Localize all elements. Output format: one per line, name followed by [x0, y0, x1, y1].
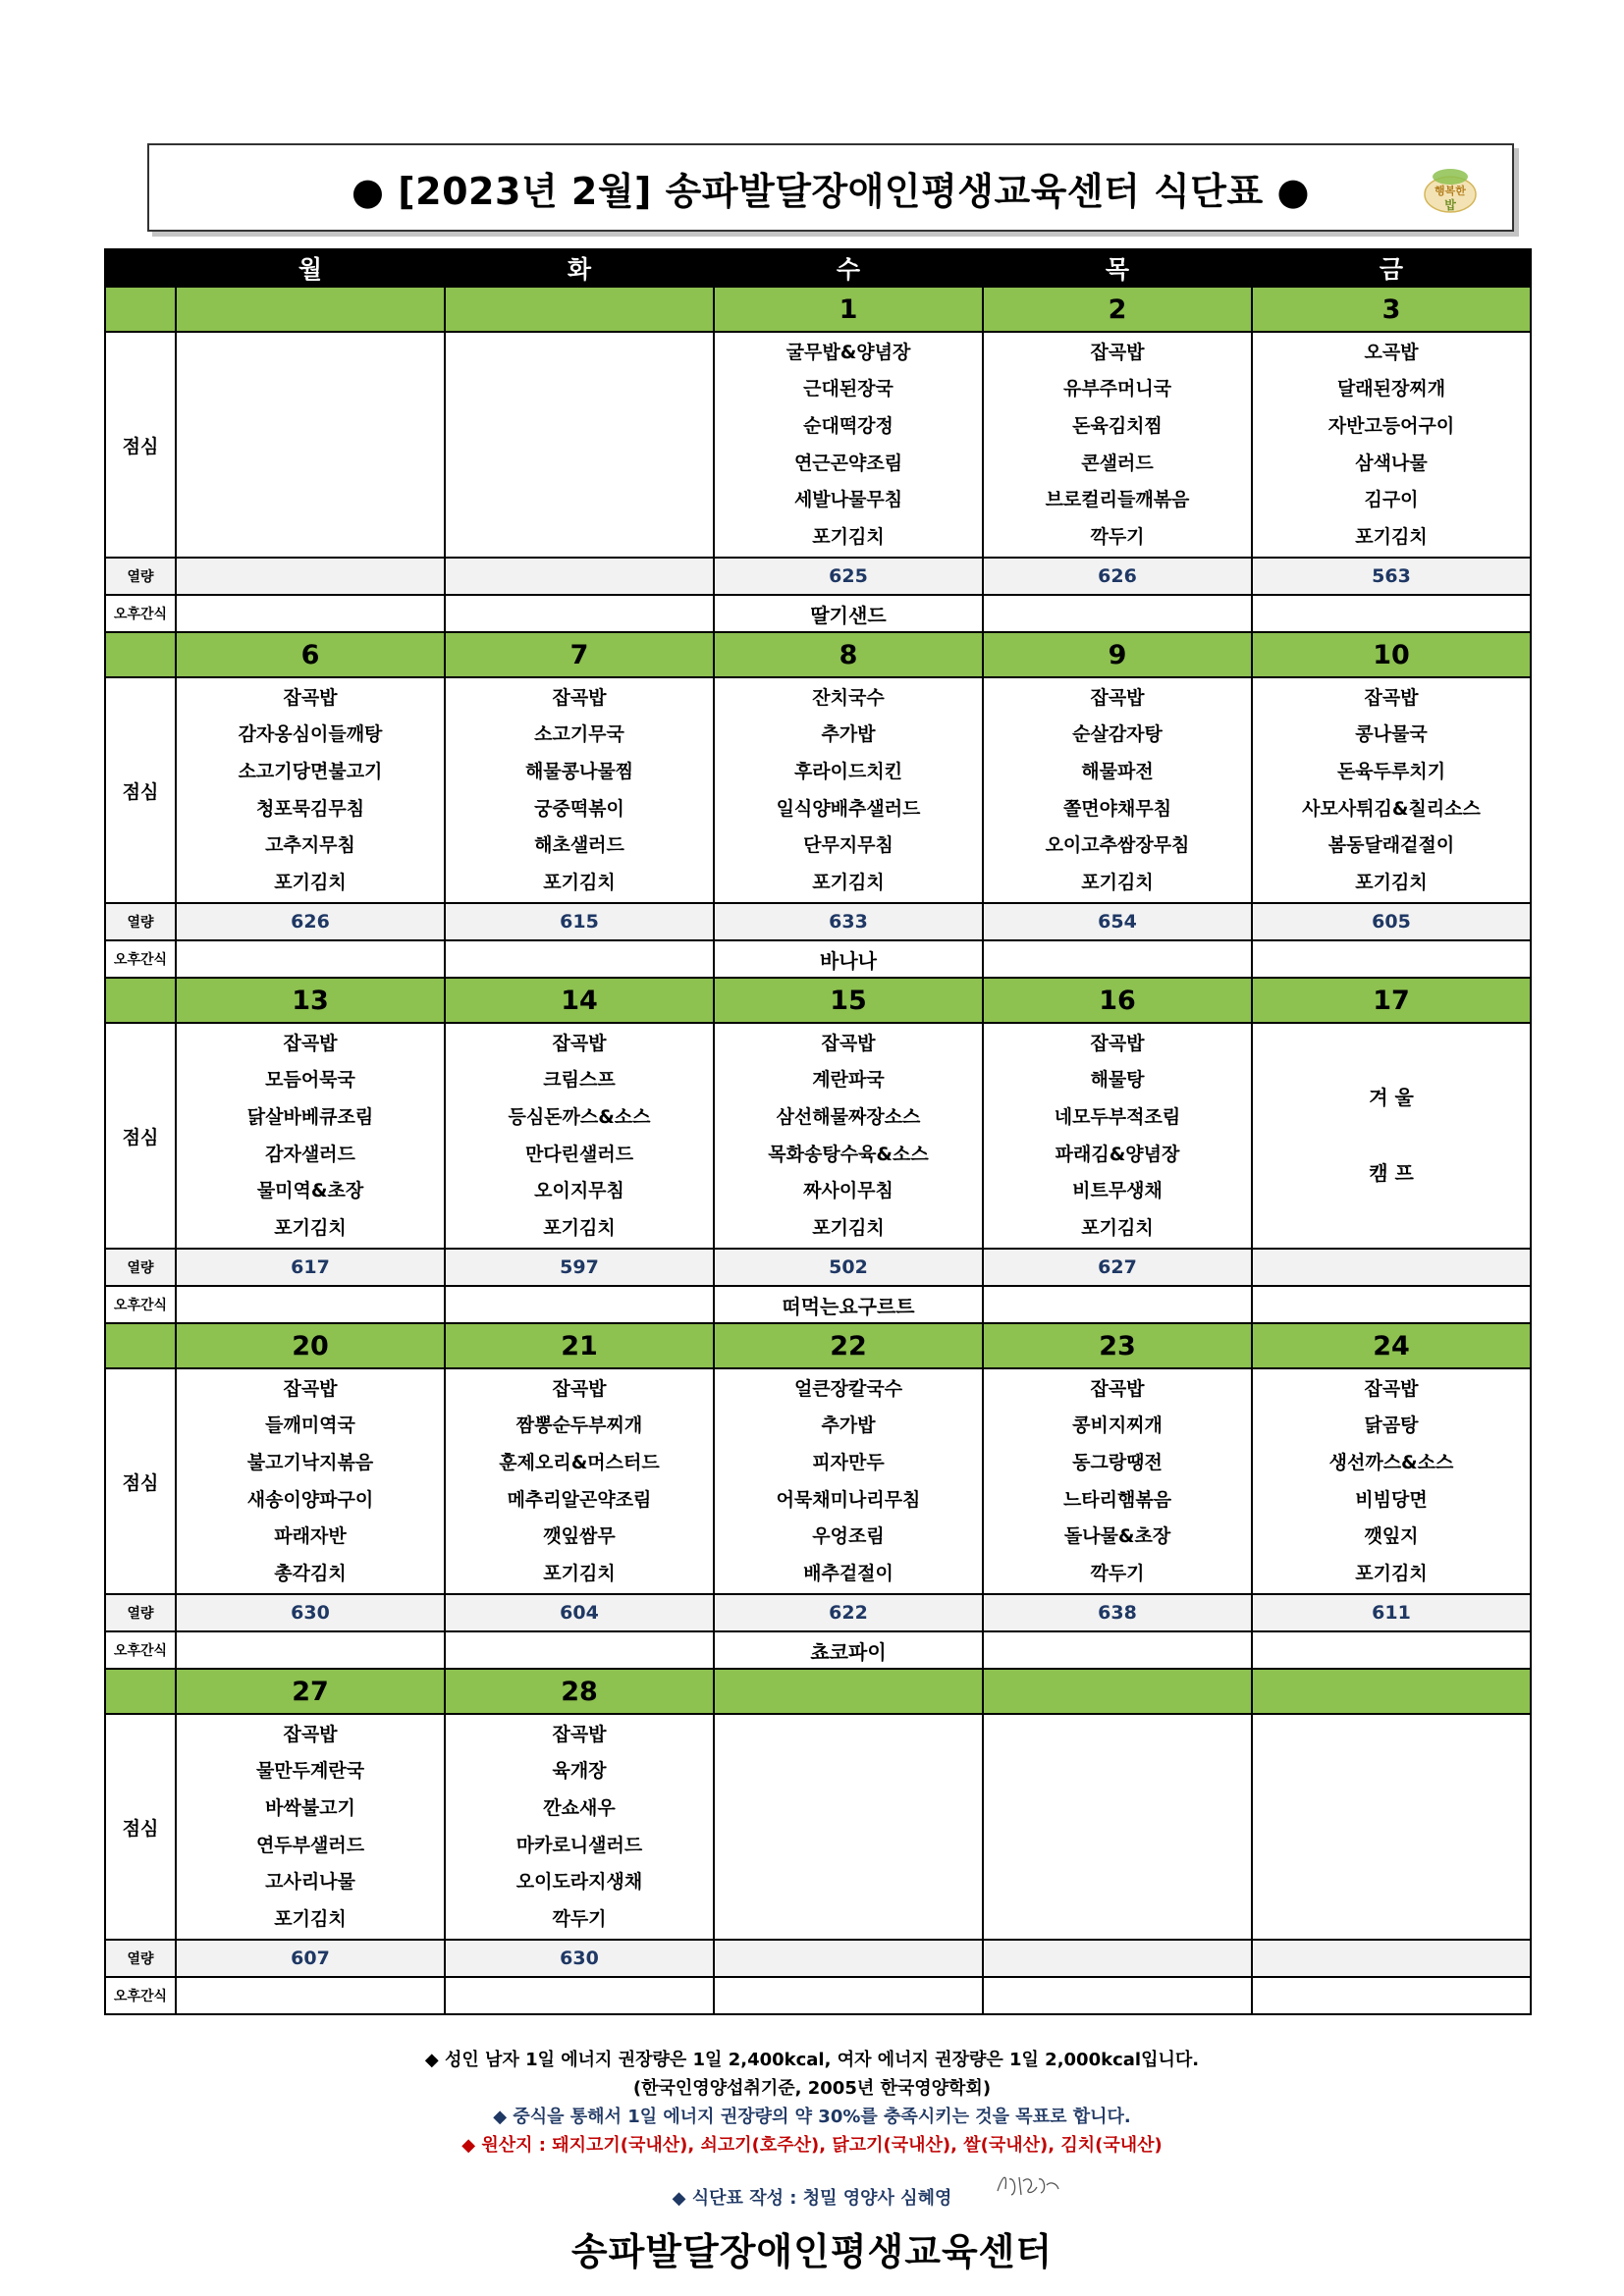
menu-item: 포기김치: [1355, 1563, 1428, 1585]
menu-item: 짜사이무침: [803, 1180, 893, 1202]
menu-item: 해물파전: [1081, 761, 1154, 783]
menu-item: 궁중떡볶이: [534, 797, 624, 820]
menu-item: 육개장: [552, 1760, 607, 1783]
menu-list: [446, 1370, 713, 1592]
menu-item: 소고기무국: [534, 723, 624, 746]
kcal-cell-wed: 633: [714, 903, 983, 940]
lunch-cell-thu: [983, 677, 1252, 903]
menu-item: 포기김치: [274, 872, 347, 894]
menu-item: 바싹불고기: [265, 1797, 355, 1820]
menu-item: 사모사튀김&칠리소스: [1302, 797, 1481, 820]
snack-cell-mon: [176, 1977, 445, 2014]
menu-item: 잡곡밥: [1090, 1377, 1145, 1400]
snack-cell-tue: [445, 1631, 714, 1669]
menu-item: 잡곡밥: [552, 686, 607, 709]
lunch-cell-tue: [445, 332, 714, 558]
kcal-cell-thu: [983, 1940, 1252, 1977]
lunch-cell-thu: [983, 1368, 1252, 1594]
date-cell-wed: [714, 1669, 983, 1714]
menu-item: 포기김치: [1355, 526, 1428, 549]
kcal-cell-mon: 630: [176, 1594, 445, 1631]
footer-org-name: 송파발달장애인평생교육센터: [570, 2230, 1054, 2273]
menu-item: 오이지무침: [534, 1180, 624, 1202]
menu-item: 총각김치: [274, 1563, 347, 1585]
date-row: [105, 978, 1531, 1023]
menu-item: 콩비지찌개: [1072, 1415, 1163, 1437]
menu-item: 닭살바베큐조림: [246, 1106, 374, 1129]
snack-row: [105, 1631, 1531, 1669]
snack-row: [105, 940, 1531, 978]
kcal-cell-mon: 617: [176, 1249, 445, 1286]
date-row-label: [105, 1669, 176, 1714]
kcal-label: 열량: [105, 1594, 176, 1631]
notes: [0, 2046, 1624, 2160]
date-cell-fri: 17: [1252, 978, 1531, 1023]
menu-item: 오이도라지생채: [515, 1871, 643, 1894]
kcal-row: [105, 903, 1531, 940]
lunch-row: [105, 1714, 1531, 1940]
menu-item: 콩나물국: [1355, 723, 1428, 746]
menu-item: 마카로니샐러드: [515, 1834, 643, 1856]
kcal-cell-thu: 654: [983, 903, 1252, 940]
menu-item: 삼선해물짜장소스: [776, 1106, 921, 1129]
snack-cell-thu: [983, 1286, 1252, 1323]
kcal-cell-fri: 605: [1252, 903, 1531, 940]
lunch-cell-thu: [983, 1714, 1252, 1940]
kcal-cell-mon: 626: [176, 903, 445, 940]
lunch-row: [105, 1368, 1531, 1594]
menu-item: 잡곡밥: [283, 1032, 338, 1054]
snack-cell-mon: [176, 940, 445, 978]
menu-item: 포기김치: [1081, 1217, 1154, 1240]
lunch-cell-mon: [176, 1023, 445, 1249]
date-row: [105, 287, 1531, 332]
date-row-label: [105, 287, 176, 332]
menu-item: 짬뽕순두부찌개: [515, 1415, 643, 1437]
lunch-cell-fri: [1252, 1714, 1531, 1940]
menu-item: 연두부샐러드: [255, 1834, 365, 1856]
kcal-cell-tue: 630: [445, 1940, 714, 1977]
menu-item: 오이고추쌈장무침: [1045, 834, 1190, 857]
menu-list: [177, 679, 444, 901]
menu-item: 콘샐러드: [1081, 452, 1154, 474]
date-cell-thu: [983, 1669, 1252, 1714]
menu-item: 물만두계란국: [255, 1760, 365, 1783]
date-cell-wed: 8: [714, 632, 983, 677]
kcal-cell-wed: 502: [714, 1249, 983, 1286]
kcal-row: [105, 1249, 1531, 1286]
menu-item: 근대된장국: [803, 378, 893, 400]
menu-item: 일식양배추샐러드: [776, 797, 921, 820]
snack-cell-fri: [1252, 595, 1531, 632]
menu-item: 어묵채미나리무침: [776, 1488, 921, 1511]
menu-item: 해물탕: [1090, 1069, 1145, 1092]
lunch-cell-mon: [176, 332, 445, 558]
menu-item: 고추지무침: [265, 834, 355, 857]
kcal-label: 열량: [105, 1249, 176, 1286]
date-row-label: [105, 978, 176, 1023]
lunch-cell-mon: [176, 1368, 445, 1594]
menu-item: 물미역&초장: [256, 1180, 364, 1202]
menu-item: 비빔당면: [1355, 1488, 1428, 1511]
special-note: [1253, 1025, 1530, 1247]
kcal-cell-thu: 627: [983, 1249, 1252, 1286]
snack-label: 오후간식: [105, 1631, 176, 1669]
menu-item: 우엉조림: [812, 1525, 885, 1548]
date-cell-tue: 28: [445, 1669, 714, 1714]
menu-item: 파래자반: [274, 1525, 347, 1548]
menu-item: 메추리알곤약조림: [507, 1488, 652, 1511]
menu-item: 크림스프: [543, 1069, 616, 1092]
menu-list: [715, 679, 982, 901]
lunch-label: 점심: [105, 1368, 176, 1594]
date-cell-thu: 23: [983, 1323, 1252, 1368]
svg-text:밥: 밥: [1444, 198, 1456, 212]
lunch-cell-fri: [1252, 677, 1531, 903]
menu-list: [715, 334, 982, 556]
menu-item: 동그랑땡전: [1072, 1452, 1163, 1474]
menu-item: 포기김치: [543, 872, 616, 894]
snack-cell-wed: [714, 1977, 983, 2014]
signature-image: [994, 2167, 1062, 2201]
kcal-cell-tue: 597: [445, 1249, 714, 1286]
meal-plan-table: [104, 248, 1532, 2015]
menu-item: 순살감자탕: [1072, 723, 1163, 746]
menu-item: 만다린샐러드: [524, 1143, 634, 1165]
menu-item: 피자만두: [812, 1452, 885, 1474]
menu-item: 잡곡밥: [283, 686, 338, 709]
lunch-cell-wed: [714, 1368, 983, 1594]
snack-cell-thu: [983, 940, 1252, 978]
menu-item: 달래된장찌개: [1336, 378, 1446, 400]
lunch-cell-tue: [445, 677, 714, 903]
kcal-cell-fri: [1252, 1940, 1531, 1977]
menu-item: 청포묵김무침: [255, 797, 365, 820]
menu-item: 포기김치: [812, 526, 885, 549]
lunch-cell-wed: [714, 1714, 983, 1940]
lunch-cell-tue: [445, 1368, 714, 1594]
lunch-cell-thu: [983, 332, 1252, 558]
snack-cell-mon: [176, 595, 445, 632]
lunch-label: 점심: [105, 332, 176, 558]
snack-label: 오후간식: [105, 595, 176, 632]
menu-item: 포기김치: [543, 1563, 616, 1585]
menu-item: 비트무생채: [1072, 1180, 1163, 1202]
menu-item: 해물콩나물찜: [524, 761, 634, 783]
snack-cell-fri: [1252, 1631, 1531, 1669]
date-cell-thu: 2: [983, 287, 1252, 332]
kcal-cell-wed: 622: [714, 1594, 983, 1631]
kcal-label: 열량: [105, 1940, 176, 1977]
special-note-line: 캠 프: [1369, 1161, 1414, 1185]
menu-list: [984, 1025, 1251, 1247]
kcal-label: 열량: [105, 558, 176, 595]
snack-label: 오후간식: [105, 1977, 176, 2014]
date-cell-tue: 7: [445, 632, 714, 677]
menu-item: 잡곡밥: [552, 1032, 607, 1054]
menu-item: 계란파국: [812, 1069, 885, 1092]
menu-item: 잡곡밥: [552, 1377, 607, 1400]
kcal-cell-thu: 626: [983, 558, 1252, 595]
menu-item: 잡곡밥: [552, 1723, 607, 1745]
menu-item: 돈육김치찜: [1072, 415, 1163, 438]
lunch-cell-wed: [714, 677, 983, 903]
menu-list: [715, 1025, 982, 1247]
menu-item: 잡곡밥: [283, 1377, 338, 1400]
date-cell-fri: 3: [1252, 287, 1531, 332]
menu-item: 돌나물&초장: [1063, 1525, 1171, 1548]
date-row: [105, 1323, 1531, 1368]
date-cell-wed: 22: [714, 1323, 983, 1368]
menu-list: [1253, 1370, 1530, 1592]
menu-item: 소고기당면불고기: [238, 761, 383, 783]
date-cell-tue: 14: [445, 978, 714, 1023]
snack-label: 오후간식: [105, 1286, 176, 1323]
menu-item: 느타리햄볶음: [1062, 1488, 1172, 1511]
menu-item: 얼큰장칼국수: [793, 1377, 903, 1400]
weekday-fri: 금: [1252, 249, 1531, 287]
menu-item: 잡곡밥: [1090, 1032, 1145, 1054]
kcal-cell-tue: 604: [445, 1594, 714, 1631]
menu-list: [446, 1025, 713, 1247]
menu-item: 포기김치: [1355, 872, 1428, 894]
note-energy: ◆ 성인 남자 1일 에너지 권장량은 1일 2,400kcal, 여자 에너지 권장량은 1일 2,000kcal입니다.: [424, 2050, 1200, 2070]
kcal-cell-mon: [176, 558, 445, 595]
kcal-cell-fri: 611: [1252, 1594, 1531, 1631]
menu-list: [984, 679, 1251, 901]
snack-cell-tue: [445, 595, 714, 632]
page-title: ● [2023년 2월] 송파발달장애인평생교육센터 식단표 ●: [351, 169, 1311, 213]
date-cell-thu: 9: [983, 632, 1252, 677]
menu-item: 포기김치: [812, 1217, 885, 1240]
date-cell-mon: 27: [176, 1669, 445, 1714]
logo-icon: [1418, 155, 1483, 220]
menu-item: 브로컬리들깨볶음: [1045, 489, 1190, 511]
special-note-line: 겨 울: [1369, 1086, 1414, 1109]
lunch-cell-tue: [445, 1023, 714, 1249]
date-cell-mon: [176, 287, 445, 332]
menu-item: 깐쇼새우: [543, 1797, 616, 1820]
menu-item: 감자샐러드: [265, 1143, 355, 1165]
menu-item: 파래김&양념장: [1055, 1143, 1180, 1165]
menu-item: 깍두기: [1090, 526, 1145, 549]
menu-list: [446, 1716, 713, 1938]
kcal-cell-wed: [714, 1940, 983, 1977]
date-row: [105, 632, 1531, 677]
menu-item: 잡곡밥: [1090, 686, 1145, 709]
date-cell-wed: 15: [714, 978, 983, 1023]
lunch-cell-wed: [714, 1023, 983, 1249]
kcal-cell-tue: [445, 558, 714, 595]
menu-item: 잔치국수: [812, 686, 885, 709]
snack-row: [105, 1977, 1531, 2014]
menu-item: 유부주머니국: [1062, 378, 1172, 400]
kcal-cell-wed: 625: [714, 558, 983, 595]
menu-list: [984, 1370, 1251, 1592]
lunch-label: 점심: [105, 677, 176, 903]
date-cell-tue: 21: [445, 1323, 714, 1368]
lunch-cell-tue: [445, 1714, 714, 1940]
snack-cell-fri: [1252, 1286, 1531, 1323]
menu-item: 생선까스&소스: [1328, 1452, 1454, 1474]
menu-list: [177, 1025, 444, 1247]
menu-item: 깍두기: [1090, 1563, 1145, 1585]
menu-list: [984, 334, 1251, 556]
date-cell-thu: 16: [983, 978, 1252, 1023]
lunch-label: 점심: [105, 1023, 176, 1249]
date-cell-wed: 1: [714, 287, 983, 332]
weekday-header-row: [105, 249, 1531, 287]
menu-item: 닭곰탕: [1364, 1415, 1419, 1437]
menu-item: 추가밥: [821, 723, 876, 746]
menu-item: 잡곡밥: [1364, 1377, 1419, 1400]
date-row-label: [105, 632, 176, 677]
weekday-wed: 수: [714, 249, 983, 287]
menu-item: 쫄면야채무침: [1062, 797, 1172, 820]
corner-cell: [105, 249, 176, 287]
menu-item: 세발나물무침: [793, 489, 903, 511]
weekday-mon: 월: [176, 249, 445, 287]
note-goal: ◆ 중식을 통해서 1일 에너지 권장량의 약 30%를 충족시키는 것을 목표로 합니다.: [493, 2107, 1131, 2127]
author-line: ◆ 식단표 작성 : 청밀 영양사 심혜영: [672, 2188, 952, 2209]
date-cell-fri: 10: [1252, 632, 1531, 677]
lunch-label: 점심: [105, 1714, 176, 1940]
menu-item: 연근곤약조림: [793, 452, 903, 474]
menu-item: 해초샐러드: [534, 834, 624, 857]
menu-item: 포기김치: [543, 1217, 616, 1240]
lunch-cell-fri: [1252, 332, 1531, 558]
menu-item: 돈육두루치기: [1336, 761, 1446, 783]
snack-cell-fri: [1252, 940, 1531, 978]
weekday-thu: 목: [983, 249, 1252, 287]
menu-item: 순대떡강정: [803, 415, 893, 438]
lunch-cell-mon: [176, 677, 445, 903]
title-box: [147, 143, 1514, 232]
menu-item: 깻잎지: [1364, 1525, 1419, 1548]
menu-item: 포기김치: [274, 1217, 347, 1240]
menu-item: 굴무밥&양념장: [785, 341, 911, 363]
snack-cell-wed: 떠먹는요구르트: [714, 1286, 983, 1323]
date-cell-mon: 20: [176, 1323, 445, 1368]
menu-list: [446, 679, 713, 901]
menu-item: 오곡밥: [1364, 341, 1419, 363]
kcal-cell-mon: 607: [176, 1940, 445, 1977]
note-source: (한국인영양섭취기준, 2005년 한국영양학회): [632, 2078, 992, 2099]
snack-cell-wed: 쵸코파이: [714, 1631, 983, 1669]
snack-cell-mon: [176, 1631, 445, 1669]
date-row: [105, 1669, 1531, 1714]
kcal-cell-fri: [1252, 1249, 1531, 1286]
date-row-label: [105, 1323, 176, 1368]
menu-list: [1253, 679, 1530, 901]
menu-item: 목화송탕수육&소스: [768, 1143, 929, 1165]
snack-cell-wed: 딸기샌드: [714, 595, 983, 632]
snack-cell-wed: 바나나: [714, 940, 983, 978]
kcal-row: [105, 558, 1531, 595]
lunch-cell-fri: [1252, 1023, 1531, 1249]
note-origin: ◆ 원산지 : 돼지고기(국내산), 쇠고기(호주산), 닭고기(국내산), 쌀(국내산), 김치(국내산): [461, 2135, 1163, 2156]
snack-cell-mon: [176, 1286, 445, 1323]
menu-item: 후라이드치킨: [793, 761, 903, 783]
menu-item: 훈제오리&머스터드: [499, 1452, 660, 1474]
kcal-cell-tue: 615: [445, 903, 714, 940]
snack-cell-tue: [445, 1286, 714, 1323]
menu-item: 새송이양파구이: [246, 1488, 374, 1511]
lunch-row: [105, 332, 1531, 558]
menu-list: [177, 1370, 444, 1592]
date-cell-mon: 13: [176, 978, 445, 1023]
snack-cell-tue: [445, 940, 714, 978]
weekday-tue: 화: [445, 249, 714, 287]
lunch-cell-thu: [983, 1023, 1252, 1249]
lunch-row: [105, 677, 1531, 903]
snack-row: [105, 595, 1531, 632]
menu-list: [715, 1370, 982, 1592]
menu-item: 고사리나물: [265, 1871, 355, 1894]
menu-item: 삼색나물: [1355, 452, 1428, 474]
menu-item: 추가밥: [821, 1415, 876, 1437]
menu-item: 네모두부적조림: [1054, 1106, 1181, 1129]
snack-row: [105, 1286, 1531, 1323]
snack-cell-thu: [983, 1631, 1252, 1669]
menu-item: 잡곡밥: [1090, 341, 1145, 363]
menu-item: 자반고등어구이: [1327, 415, 1455, 438]
menu-item: 잡곡밥: [283, 1723, 338, 1745]
menu-list: [1253, 334, 1530, 556]
menu-item: 포기김치: [274, 1908, 347, 1931]
kcal-cell-fri: 563: [1252, 558, 1531, 595]
date-cell-fri: 24: [1252, 1323, 1531, 1368]
snack-cell-thu: [983, 595, 1252, 632]
menu-item: 감자옹심이들깨탕: [238, 723, 383, 746]
snack-label: 오후간식: [105, 940, 176, 978]
snack-cell-thu: [983, 1977, 1252, 2014]
snack-cell-fri: [1252, 1977, 1531, 2014]
menu-item: 김구이: [1364, 489, 1419, 511]
menu-item: 등심돈까스&소스: [508, 1106, 651, 1129]
lunch-cell-wed: [714, 332, 983, 558]
menu-item: 봄동달래겉절이: [1327, 834, 1455, 857]
lunch-cell-fri: [1252, 1368, 1531, 1594]
menu-list: [177, 1716, 444, 1938]
menu-item: 들깨미역국: [265, 1415, 355, 1437]
menu-item: 잡곡밥: [821, 1032, 876, 1054]
kcal-row: [105, 1940, 1531, 1977]
menu-item: 불고기낙지볶음: [246, 1452, 374, 1474]
date-cell-tue: [445, 287, 714, 332]
lunch-cell-mon: [176, 1714, 445, 1940]
kcal-cell-thu: 638: [983, 1594, 1252, 1631]
menu-item: 깻잎쌈무: [543, 1525, 616, 1548]
svg-text:행복한: 행복한: [1435, 185, 1466, 197]
menu-item: 단무지무침: [803, 834, 893, 857]
menu-item: 포기김치: [1081, 872, 1154, 894]
lunch-row: [105, 1023, 1531, 1249]
menu-item: 깍두기: [552, 1908, 607, 1931]
kcal-row: [105, 1594, 1531, 1631]
menu-item: 잡곡밥: [1364, 686, 1419, 709]
date-cell-fri: [1252, 1669, 1531, 1714]
menu-item: 모듬어묵국: [265, 1069, 355, 1092]
menu-item: 배추겉절이: [803, 1563, 893, 1585]
snack-cell-tue: [445, 1977, 714, 2014]
kcal-label: 열량: [105, 903, 176, 940]
menu-item: 포기김치: [812, 872, 885, 894]
date-cell-mon: 6: [176, 632, 445, 677]
